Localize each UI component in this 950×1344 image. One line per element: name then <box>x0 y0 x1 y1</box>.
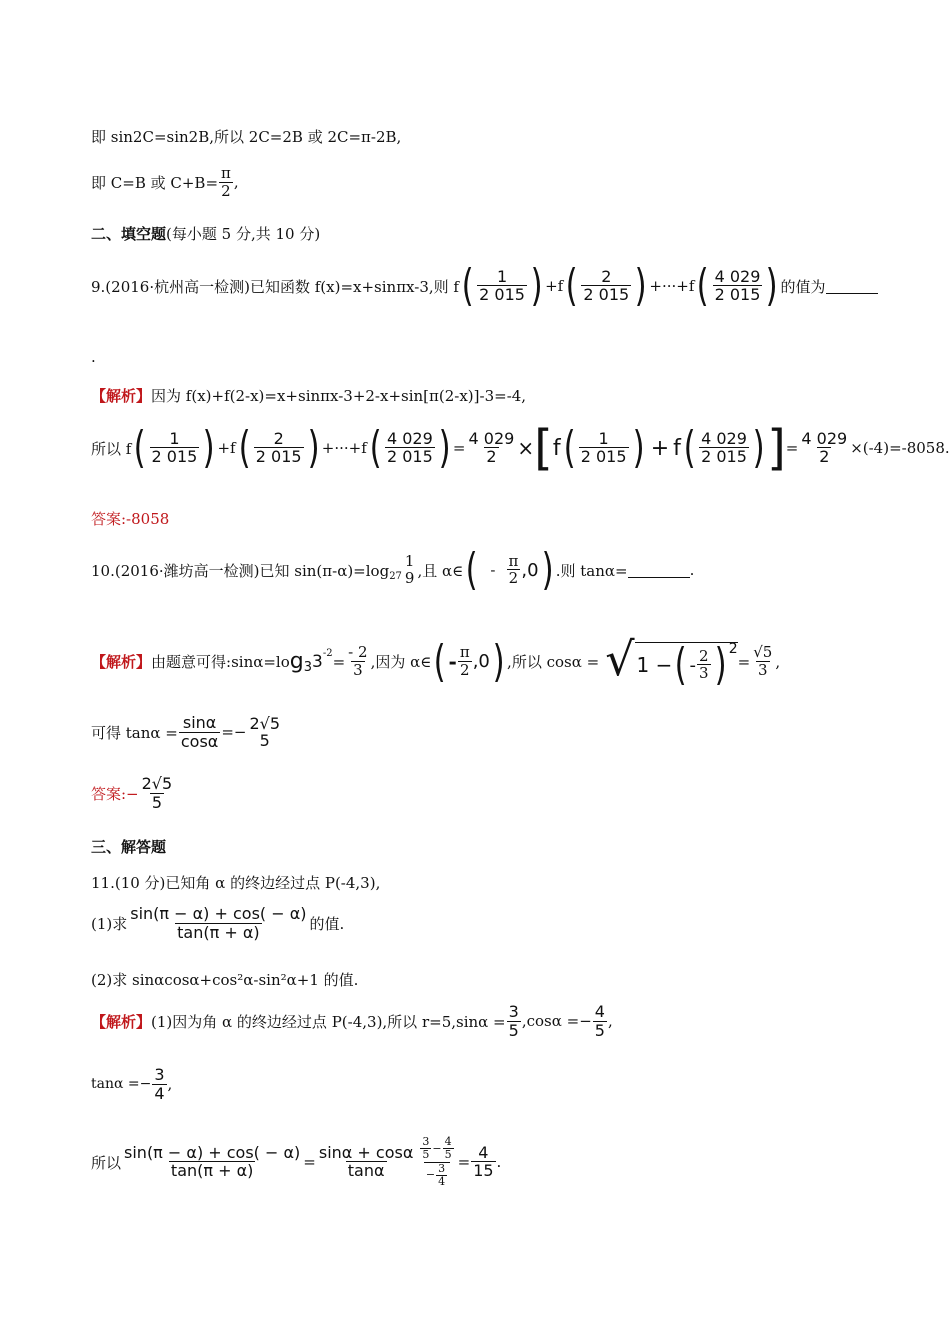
fraction-denominator: 2 015 <box>714 285 761 305</box>
nested-denominator <box>424 1162 450 1189</box>
answer-text: 答案:− <box>91 784 139 803</box>
fraction-denominator: 9 <box>404 568 415 587</box>
fraction-numerator: π <box>508 551 519 570</box>
fraction-denominator: 3 <box>353 660 363 679</box>
q10-tail: .则 tanα= <box>555 561 628 580</box>
fraction-denominator: tanα <box>347 1161 385 1181</box>
fraction-numerator: sin(π − α) + cos( − α) <box>124 1142 301 1162</box>
fraction-numerator: - 2 <box>348 643 368 662</box>
jiexi-label: 【解析】 <box>91 1012 152 1031</box>
part-2-text: (2)求 sinαcosα+cos²α-sin²α+1 的值. <box>91 971 359 989</box>
fraction-numerator: 2√5 <box>249 713 281 733</box>
q10-solution-1 <box>91 632 781 690</box>
period: . <box>689 561 695 579</box>
left-paren: ( <box>369 422 382 473</box>
log-base: 3 <box>303 660 313 675</box>
right-paren: ) <box>765 260 778 311</box>
fraction-2-over-2015 <box>581 268 631 305</box>
fraction-4029-over-2015 <box>713 268 763 305</box>
fraction-numerator: 1 <box>169 428 180 448</box>
q11-solution-text: (1)因为角 α 的终边经过点 P(-4,3),所以 r=5,sinα = <box>151 1012 506 1031</box>
section-3-heading <box>91 836 166 857</box>
section-2-title: 二、填空题 <box>91 225 167 243</box>
fraction-denominator: 2 <box>459 660 470 679</box>
comma: , <box>775 652 781 671</box>
fraction-denominator: 3 <box>699 664 709 683</box>
left-paren: ( <box>133 422 146 473</box>
f-letter: f <box>673 435 681 461</box>
fraction-denominator: 2 015 <box>583 285 630 305</box>
minus-sign: - <box>490 561 496 579</box>
plus-f: +f <box>545 277 564 295</box>
fraction-neg2-over-3 <box>346 644 369 679</box>
f-letter: f <box>552 435 561 461</box>
comma-zero: ,0 <box>472 651 490 672</box>
radicand <box>635 639 738 690</box>
sqrt-expression <box>605 632 738 690</box>
fraction-denominator: 5 <box>508 1020 519 1040</box>
right-paren: ) <box>541 544 554 595</box>
square-exponent: 2 <box>728 641 738 657</box>
left-paren: ( <box>433 635 446 687</box>
answer-blank <box>826 279 878 294</box>
fraction-denominator: 5 <box>151 792 162 812</box>
question-11-part-2 <box>91 969 358 990</box>
comma: , <box>607 1012 613 1031</box>
fraction-2-over-3 <box>697 648 711 683</box>
left-paren: ( <box>565 260 578 311</box>
plus-f: +f <box>217 439 236 457</box>
q10-mid-text: ,且 α∈ <box>417 561 464 580</box>
minus-sign: - <box>448 649 457 674</box>
fraction-2-over-2015 <box>254 430 304 467</box>
dots-plus-f: +···+f <box>321 439 367 457</box>
left-paren: ( <box>238 422 251 473</box>
fraction-numerator: 1 <box>496 266 508 286</box>
section-3-title: 三、解答题 <box>91 838 167 856</box>
fraction-numerator: 4 029 <box>386 428 433 448</box>
fraction-numerator: 4 <box>478 1142 489 1162</box>
right-paren: ) <box>752 422 765 473</box>
fraction-denominator: 2 015 <box>580 447 627 467</box>
q11-solution-mid: ,cosα =− <box>521 1012 592 1031</box>
equals-sign: = <box>332 652 346 671</box>
q10-solution-text: 由题意可得:sinα=lo <box>151 653 290 671</box>
jiexi-label: 【解析】 <box>91 387 152 405</box>
fraction-sqrt5-over-3 <box>751 644 774 679</box>
fraction-denominator: 5 <box>422 1148 430 1162</box>
question-11 <box>91 872 380 893</box>
left-bracket: [ <box>534 420 553 476</box>
log-subscript: 27 <box>389 570 402 582</box>
fraction-4-over-15 <box>471 1144 495 1181</box>
fraction-sin-over-cos <box>179 714 220 751</box>
power-base: 3 <box>312 651 323 672</box>
left-paren: ( <box>696 260 709 311</box>
comma-zero: ,0 <box>521 559 539 581</box>
left-paren: ( <box>461 260 474 311</box>
right-paren: ) <box>492 635 505 687</box>
fraction-numerator: 4 029 <box>801 428 848 448</box>
trig-fraction <box>128 905 308 942</box>
fraction-3-over-5 <box>420 1136 431 1162</box>
q9-solution-2-tail: ×(-4)=-8058. <box>850 439 950 457</box>
minus-sign: − <box>425 1168 436 1182</box>
q10-solution-2-text: 可得 tanα = <box>91 723 178 742</box>
fraction-4029-over-2015 <box>385 430 435 467</box>
fraction-2sqrt5-over-5 <box>140 775 175 812</box>
right-paren: ) <box>530 260 543 311</box>
q9-period-line <box>91 348 96 366</box>
fraction-2sqrt5-over-5 <box>247 715 282 751</box>
fraction-3-over-4 <box>152 1066 166 1103</box>
fraction-denominator: tan(π + α) <box>177 922 260 942</box>
equals-sign: = <box>452 439 466 457</box>
minus-sign: - <box>689 654 697 676</box>
q10-solution-2 <box>91 714 283 751</box>
section-2-note: (每小题 5 分,共 10 分) <box>166 225 321 243</box>
q11-solution-3 <box>91 1136 501 1188</box>
fraction-denominator: 2 <box>819 447 830 467</box>
minus-sign: − <box>432 1141 442 1155</box>
fraction-numerator: 3 <box>422 1135 430 1148</box>
left-paren: ( <box>465 544 478 595</box>
fraction-numerator: 2 <box>601 266 612 286</box>
equals-sign: = <box>303 1153 316 1172</box>
right-paren: ) <box>202 422 215 473</box>
tan-text: tanα =− <box>91 1076 152 1093</box>
exponent: -2 <box>322 648 333 659</box>
fraction-numerator: 3 <box>438 1161 446 1175</box>
pi-over-2-fraction <box>219 165 233 200</box>
text-line-2 <box>91 165 239 200</box>
fraction-denominator: tan(π + α) <box>170 1161 254 1181</box>
q9-answer <box>91 508 169 529</box>
fraction-numerator: 2 <box>273 428 284 448</box>
question-11-part-1 <box>91 905 344 942</box>
fraction-pi-over-2 <box>507 553 521 588</box>
comma: , <box>233 173 239 192</box>
equals-sign: = <box>457 1153 471 1172</box>
fraction-4-over-5 <box>593 1003 607 1040</box>
q9-solution-1 <box>91 385 526 406</box>
period: . <box>496 1153 502 1172</box>
left-paren: ( <box>674 639 687 690</box>
equals-sign: = <box>737 652 751 671</box>
log-g: g <box>289 649 304 674</box>
sqrt-sign: √ <box>605 632 635 686</box>
fraction-pi-over-2 <box>458 644 472 679</box>
right-paren: ) <box>632 422 645 473</box>
q10-mid-text-2: ,所以 cosα = <box>507 653 600 671</box>
fraction-numerator: 4 029 <box>701 428 747 448</box>
answer-blank <box>628 563 690 578</box>
fraction-1-over-2015 <box>477 268 527 305</box>
text-line-1 <box>91 126 401 147</box>
fraction-numerator: 1 <box>404 552 415 571</box>
equals-minus: =− <box>221 723 247 742</box>
q10-mid-text: ,因为 α∈ <box>370 653 432 671</box>
left-paren: ( <box>683 422 696 473</box>
fraction-numerator: 2√5 <box>141 774 173 793</box>
fraction-denominator: 4 <box>154 1083 165 1103</box>
q10-answer <box>91 775 175 812</box>
fraction-denominator: 5 <box>259 731 270 751</box>
fraction-denominator: 2 015 <box>701 447 747 467</box>
fraction-numerator: 4 <box>444 1135 452 1148</box>
nested-fraction <box>417 1136 456 1188</box>
one-minus: 1 − <box>636 653 673 677</box>
q9-solution-2 <box>91 420 950 476</box>
section-2-heading <box>91 223 320 244</box>
line-2-text: 即 C=B 或 C+B= <box>91 173 219 192</box>
fraction-4029-over-2 <box>799 430 849 467</box>
fraction-numerator: π <box>221 164 231 182</box>
right-bracket: ] <box>767 420 786 476</box>
q9-solution-text: 因为 f(x)+f(2-x)=x+sinπx-3+2-x+sin[π(2-x)]-3=-4, <box>151 387 527 405</box>
q9-solution-2-start: 所以 f <box>91 439 132 458</box>
fraction-numerator: √5 <box>753 643 773 662</box>
period: . <box>91 348 96 366</box>
fraction-numerator: sin(π − α) + cos( − α) <box>130 904 307 923</box>
q11-text: 11.(10 分)已知角 α 的终边经过点 P(-4,3), <box>91 874 381 892</box>
fraction-3-over-4 <box>436 1163 447 1189</box>
fraction-numerator: sinα + cosα <box>318 1142 414 1162</box>
question-9 <box>91 260 878 311</box>
fraction-numerator: 3 <box>508 1002 519 1021</box>
plus-sign: + <box>650 435 670 461</box>
right-paren: ) <box>438 422 451 473</box>
part-1-tail: 的值. <box>309 914 345 933</box>
trig-fraction <box>122 1144 302 1181</box>
fraction-denominator: 5 <box>444 1148 452 1162</box>
right-paren: ) <box>634 260 647 311</box>
fraction-denominator: 2 <box>486 447 497 467</box>
right-paren: ) <box>714 639 727 690</box>
so-text: 所以 <box>91 1153 122 1172</box>
fraction-denominator: 2 <box>508 569 519 588</box>
fraction-numerator: π <box>459 643 470 662</box>
fraction-numerator: 3 <box>154 1065 165 1084</box>
fraction-denominator: 2 015 <box>386 447 433 467</box>
dots-plus-f: +···+f <box>649 277 695 295</box>
fraction-numerator: sinα <box>182 713 217 732</box>
fraction-numerator: 4 029 <box>714 266 761 286</box>
right-paren: ) <box>307 422 320 473</box>
question-10 <box>91 544 695 595</box>
fraction-4-over-5 <box>443 1136 454 1162</box>
fraction-numerator: 1 <box>598 428 609 448</box>
fraction-denominator: 3 <box>758 660 768 679</box>
left-paren: ( <box>563 422 576 473</box>
times-sign: × <box>517 436 535 460</box>
part-1-label: (1)求 <box>91 914 128 933</box>
equals-sign: = <box>785 439 799 457</box>
fraction-3-over-5 <box>507 1003 521 1040</box>
fraction-denominator: 2 015 <box>151 447 198 467</box>
fraction-4029-over-2015 <box>699 430 749 467</box>
fraction-denominator: cosα <box>180 731 219 751</box>
fraction-4029-over-2 <box>467 430 517 467</box>
fraction-denominator: 2 <box>221 181 231 200</box>
q11-solution-1 <box>91 1003 613 1040</box>
q10-text: 10.(2016·潍坊高一检测)已知 sin(π-α)=log <box>91 561 390 580</box>
fraction-numerator: 2 <box>699 646 709 665</box>
jiexi-label: 【解析】 <box>91 653 152 671</box>
fraction-numerator: 4 <box>594 1002 605 1021</box>
q9-tail: 的值为 <box>780 277 826 296</box>
fraction-denominator: 2 015 <box>255 447 302 467</box>
comma: , <box>167 1075 173 1094</box>
fraction-denominator: 4 <box>438 1174 446 1188</box>
q11-solution-2 <box>91 1066 172 1103</box>
answer-text: 答案:-8058 <box>91 510 170 528</box>
line-1-text: 即 sin2C=sin2B,所以 2C=2B 或 2C=π-2B, <box>91 128 402 146</box>
sin-cos-over-tan-fraction <box>317 1144 416 1181</box>
fraction-numerator: 4 029 <box>468 428 515 448</box>
fraction-denominator: 5 <box>594 1020 605 1040</box>
fraction-denominator: 15 <box>473 1161 494 1181</box>
fraction-1-over-2015 <box>150 430 200 467</box>
q9-text: 9.(2016·杭州高一检测)已知函数 f(x)=x+sinπx-3,则 f <box>91 277 459 296</box>
fraction-1-over-2015 <box>579 430 629 467</box>
fraction-denominator: 2 015 <box>479 285 525 305</box>
fraction-1-over-9 <box>403 553 417 587</box>
nested-numerator <box>417 1136 456 1162</box>
